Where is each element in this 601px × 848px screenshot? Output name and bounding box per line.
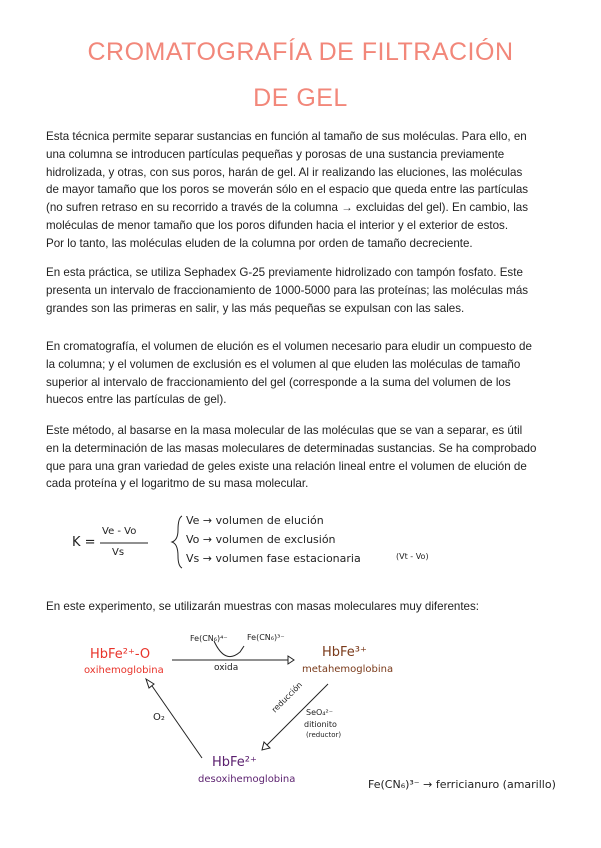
text-line: presenta un intervalo de fraccionamiento de 1000-5000 para las proteínas; las moléculas más: [46, 283, 529, 297]
text-line: En este experimento, se utilizarán muestras con masas moleculares muy diferentes:: [46, 600, 480, 613]
oxida-label: oxida: [214, 663, 239, 673]
text-line: (no sufren retraso en su recorrido a través de la columna → excluidas del gel). En cambio, las: [46, 201, 529, 215]
o2-arrow: [150, 683, 202, 758]
text-line: que para una gran variedad de geles existe una relación lineal entre el volumen de elución de: [46, 459, 527, 473]
text-line: hidrolizada, y otras, con sus poros, harán de gel. Al ir realizando las eluciones, las moléculas: [46, 165, 523, 179]
formula-def-vo: Vo → volumen de exclusión: [186, 533, 336, 546]
text-line: cada proteína y el logaritmo de su masa molecular.: [46, 477, 309, 491]
formula-numerator: Ve - Vo: [102, 526, 137, 537]
text-line: superior al intervalo de fraccionamiento del gel (corresponde a la suma del volumen de los: [46, 375, 511, 389]
formula-def-note: (Vt - Vo): [396, 552, 429, 561]
reductor-3: (reductor): [306, 731, 342, 739]
desoxi-formula: HbFe²⁺: [212, 755, 257, 770]
ferricyanide-label: Fe(CN₆)³⁻: [247, 633, 285, 642]
ferrocyanide-label: Fe(CN₆)⁴⁻: [190, 634, 228, 643]
oxi-name: oxihemoglobina: [84, 665, 164, 676]
o2-label: O₂: [153, 712, 165, 723]
reduccion-label: reducción: [270, 680, 305, 715]
text-line: En esta práctica, se utiliza Sephadex G-25 previamente hidrolizado con tampón fosfato. Este: [46, 266, 523, 279]
text-line: la columna; y el volumen de exclusión es el volumen al que eluden las moléculas de tamaño: [46, 357, 521, 371]
text-line: En cromatografía, el volumen de elución es el volumen necesario para eludir un compuesto de: [46, 340, 532, 353]
meta-formula: HbFe³⁺: [322, 645, 367, 660]
formula-def-ve: Ve → volumen de elución: [186, 514, 324, 527]
formula-denominator: Vs: [112, 547, 125, 558]
text-line: moléculas de menor tamaño que los poros difunden hacia el interior y el exterior de estos.: [46, 218, 509, 232]
reductor-2: ditionito: [304, 720, 337, 729]
text-line: Este método, al basarse en la masa molecular de las moléculas que se van a separar, es útil: [46, 424, 523, 437]
meta-name: metahemoglobina: [302, 664, 394, 675]
formula-lhs: K =: [72, 535, 96, 550]
reduction-arrow: [265, 684, 328, 747]
arrow-head-icon: [288, 656, 294, 664]
text-line: una columna se introducen partículas pequeñas y porosas de una sustancia previamente: [46, 147, 505, 161]
oxi-formula: HbFe²⁺-O: [90, 647, 151, 662]
text-line: grandes son las primeras en salir, y las más pequeñas se expulsan con las sales.: [46, 301, 465, 315]
reductor-1: SeO₄²⁻: [306, 708, 333, 717]
desoxi-name: desoxihemoglobina: [198, 774, 296, 785]
text-line: en la determinación de las masas moleculares de determinadas sustancias. Se ha comprobado: [46, 441, 537, 455]
brace-icon: [172, 516, 182, 568]
ferricianuro-note: Fe(CN₆)³⁻ → ferricianuro (amarillo): [368, 778, 556, 791]
formula-def-vs: Vs → volumen fase estacionaria: [186, 552, 361, 565]
text-line: de mayor tamaño que los poros se moverán sólo en el espacio que queda entre las partículas: [46, 183, 529, 197]
text-line: huecos entre las partículas de gel).: [46, 393, 227, 407]
curved-arrow: [214, 641, 244, 657]
title-line-2: DE GEL: [253, 84, 348, 112]
text-line: Por lo tanto, las moléculas eluden de la columna por orden de tamaño decreciente.: [46, 236, 473, 250]
title-line-1: CROMATOGRAFÍA DE FILTRACIÓN: [87, 38, 514, 66]
text-line: Esta técnica permite separar sustancias en función al tamaño de sus moléculas. Para ello, en: [46, 130, 527, 143]
